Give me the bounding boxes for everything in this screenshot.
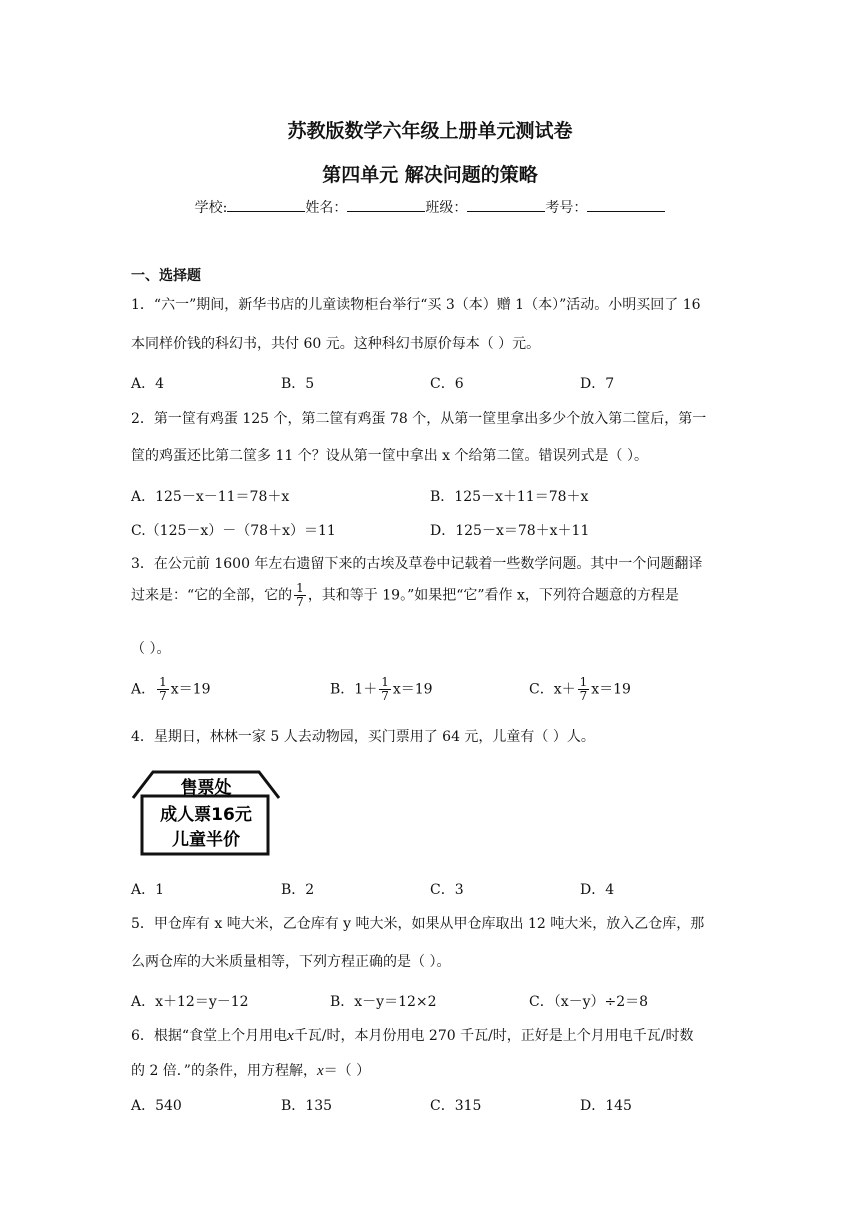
option-b-suffix: x＝19 xyxy=(392,681,433,698)
question-1-option-c[interactable]: C．6 xyxy=(430,376,464,392)
field-name-blank[interactable] xyxy=(347,199,425,212)
question-4-option-d[interactable]: D．4 xyxy=(580,882,615,898)
fraction-one-seventh xyxy=(379,676,391,703)
question-1-option-d[interactable]: D．7 xyxy=(580,376,615,392)
section-heading: 一、选择题 xyxy=(131,268,201,284)
variable-x: x xyxy=(287,1028,294,1044)
question-3-line-1: 3．在公元前 1600 年左右遗留下来的古埃及草卷中记载着一些数学问题。其中一个问题翻译 xyxy=(131,556,703,572)
ticket-office-sign xyxy=(131,770,281,856)
question-6-option-d[interactable]: D．145 xyxy=(580,1098,632,1114)
question-1-option-b[interactable]: B．5 xyxy=(281,376,315,392)
question-2-option-d[interactable]: D．125－x＝78＋x＋11 xyxy=(430,523,590,539)
question-3-option-b[interactable] xyxy=(330,676,433,703)
question-4-option-b[interactable]: B．2 xyxy=(281,882,315,898)
option-a-suffix: x＝19 xyxy=(170,681,211,698)
question-1-line-2: 本同样价钱的科幻书，共付 60 元。这种科幻书原价每本（ ）元。 xyxy=(131,336,541,352)
field-class-blank[interactable] xyxy=(467,199,545,212)
option-b-prefix: B．1＋ xyxy=(330,681,378,698)
question-6-option-a[interactable]: A．540 xyxy=(131,1098,182,1114)
sign-roof-text: 售票处 xyxy=(180,778,232,798)
option-a-prefix: A． xyxy=(131,681,156,698)
question-1-option-a[interactable]: A．4 xyxy=(131,376,165,392)
option-c-prefix: C．x＋ xyxy=(529,681,576,698)
question-5-option-a[interactable]: A．x＋12＝y－12 xyxy=(131,994,249,1010)
question-5-line-1: 5．甲仓库有 x 吨大米，乙仓库有 y 吨大米，如果从甲仓库取出 12 吨大米，放入乙仓库，那 xyxy=(131,916,705,932)
fraction-numerator: 1 xyxy=(159,675,167,689)
question-6-line-2-end: ＝（ ） xyxy=(323,1063,371,1079)
question-6-line-2 xyxy=(131,1060,370,1080)
field-school-label: 学校: xyxy=(194,200,228,216)
question-2-option-a[interactable]: A．125－x－11＝78＋x xyxy=(131,489,290,505)
question-4-option-c[interactable]: C．3 xyxy=(430,882,464,898)
question-3-option-a[interactable] xyxy=(131,676,210,703)
question-6-line-1-start: 6．根据“食堂上个月用电 xyxy=(131,1028,288,1044)
question-3-line-2 xyxy=(131,582,679,609)
field-exam-number-label: 考号： xyxy=(545,200,588,216)
sign-child-price: 儿童半价 xyxy=(172,830,240,850)
question-3-option-c[interactable] xyxy=(529,676,631,703)
question-6-line-1-end: 千瓦/时，本月份用电 270 千瓦/时，正好是上个月用电千瓦/时数 xyxy=(293,1028,694,1044)
student-info-line xyxy=(0,197,860,217)
question-6-option-b[interactable]: B．135 xyxy=(281,1098,333,1114)
question-3-line-3: （ ）。 xyxy=(131,641,171,657)
page-subtitle: 第四单元 解决问题的策略 xyxy=(322,164,538,186)
fraction-one-seventh xyxy=(157,676,169,703)
field-name-label: 姓名： xyxy=(305,200,348,216)
field-school-blank[interactable] xyxy=(227,199,305,212)
fraction-numerator: 1 xyxy=(296,581,304,595)
question-1-line-1: 1．“六一”期间，新华书店的儿童读物柜台举行“买 3（本）赠 1（本）”活动。小明买回了 16 xyxy=(131,297,701,313)
sign-adult-price: 成人票16元 xyxy=(160,805,252,825)
question-5-option-b[interactable]: B．x－y＝12×2 xyxy=(330,994,437,1010)
question-6-line-1 xyxy=(131,1025,694,1045)
page-title: 苏教版数学六年级上册单元测试卷 xyxy=(287,120,573,142)
question-3-line-2-start: 过来是：“它的全部，它的 xyxy=(131,587,293,604)
field-class-label: 班级： xyxy=(425,200,468,216)
variable-x: x xyxy=(316,1063,324,1079)
question-2-option-b[interactable]: B．125－x＋11＝78＋x xyxy=(430,489,589,505)
fraction-denominator: 7 xyxy=(381,689,389,703)
question-5-line-2: 么两仓库的大米质量相等，下列方程正确的是（ ）。 xyxy=(131,954,451,970)
fraction-denominator: 7 xyxy=(159,689,167,703)
question-4-line-1: 4．星期日，林林一家 5 人去动物园，买门票用了 64 元，儿童有（ ）人。 xyxy=(131,729,595,745)
question-3-line-2-end: ，其和等于 19。”如果把“它”看作 x，下列符合题意的方程是 xyxy=(307,587,679,604)
fraction-one-seventh xyxy=(294,582,306,609)
option-c-suffix: x＝19 xyxy=(591,681,631,698)
question-2-line-2: 筐的鸡蛋还比第二筐多 11 个？设从第一筐中拿出 x 个给第二筐。错误列式是（ ）。 xyxy=(131,448,648,464)
question-4-option-a[interactable]: A．1 xyxy=(131,882,165,898)
question-2-option-c[interactable]: C.（125－x）－（78＋x）＝11 xyxy=(131,523,336,539)
fraction-one-seventh xyxy=(578,676,590,703)
fraction-numerator: 1 xyxy=(579,675,588,689)
question-6-option-c[interactable]: C．315 xyxy=(430,1098,482,1114)
fraction-denominator: 7 xyxy=(579,689,588,703)
fraction-denominator: 7 xyxy=(296,595,304,609)
field-exam-number-blank[interactable] xyxy=(587,199,665,212)
question-5-option-c[interactable]: C．（x－y）÷2＝8 xyxy=(529,994,649,1010)
question-2-line-1: 2．第一筐有鸡蛋 125 个，第二筐有鸡蛋 78 个，从第一筐里拿出多少个放入第二筐后，第一 xyxy=(131,411,707,427)
fraction-numerator: 1 xyxy=(381,675,389,689)
question-6-line-2-start: 的 2 倍．”的条件，用方程解， xyxy=(131,1063,317,1079)
